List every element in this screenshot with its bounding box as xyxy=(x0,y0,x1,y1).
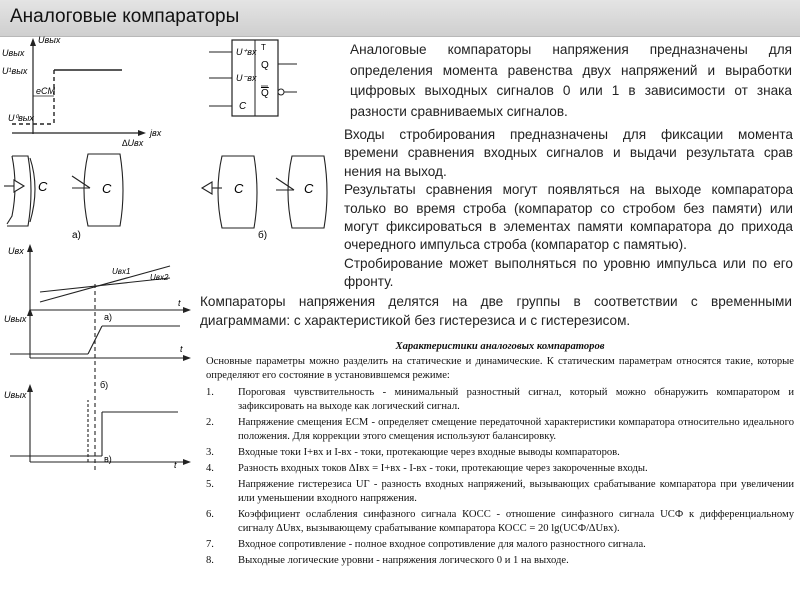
label-ecm: eCM xyxy=(36,86,56,96)
timing-b xyxy=(10,314,185,358)
timing-c-t: t xyxy=(174,460,177,470)
timing-c xyxy=(10,390,185,462)
label-uvyx-top: Uвых xyxy=(38,36,61,45)
parameters-list xyxy=(206,386,794,568)
timing-b-uvyx: Uвых xyxy=(4,314,27,324)
timing-c-uvyx: Uвых xyxy=(4,390,27,400)
memory-paragraph: Результаты сравнения могут появляться на выходе компаратора только во время строба (компаратор со стробом без памяти) или могут фиксироваться в элементах памяти компаратора до прихода очередного импульса строба (компаратор с памятью). xyxy=(344,182,793,253)
label-jvx: jвх xyxy=(150,128,162,138)
list-item: 7. Входное сопротивление - полное входное сопротивление для малого разностного сигнала. xyxy=(206,539,646,550)
transfer-characteristic-figure xyxy=(0,36,180,146)
timing-a-t: t xyxy=(178,298,181,308)
timing-a-label: а) xyxy=(104,312,113,322)
variant-a-label: а) xyxy=(72,230,81,241)
label-uvyx1-a: Uвых xyxy=(2,48,25,58)
timing-a xyxy=(30,250,185,470)
y-axis-arrow xyxy=(30,38,36,46)
label-uvyx0: U⁰вых xyxy=(8,113,34,123)
variant-b-c1: C xyxy=(234,181,244,196)
list-item: 8. Выходные логические уровни - напряжения логического 0 и 1 на выходе. xyxy=(206,555,569,566)
timing-c-label: в) xyxy=(104,454,112,464)
timing-b-t: t xyxy=(180,344,183,354)
edge-paragraph: Стробирование может выполняться по уровню импульса или по его фронту. xyxy=(344,255,793,290)
label-in-minus: U⁻вх xyxy=(236,73,257,83)
section-intro: Основные параметры можно разделить на статические и динамические. К статическим параметрам относятся такие, которые определяют его состояние в установившемся режиме: xyxy=(206,356,794,381)
section-title: Характеристики аналоговых компараторов xyxy=(395,341,605,352)
timing-a-uvx: Uвх xyxy=(8,246,24,256)
label-duvx: ∆Uвх xyxy=(122,138,144,146)
timing-b-label: б) xyxy=(100,380,109,390)
timing-diagrams-figure xyxy=(0,240,200,472)
list-item: 2. Напряжение смещения ЕСМ - определяет смещение передаточной характеристики компаратора относительно идеального положения. Для коррекции этого смещения используют балансировку. xyxy=(206,417,794,442)
strobe-variants-figure xyxy=(0,148,340,243)
label-uvyx1: U¹вых xyxy=(2,66,28,76)
variant-b-label: б) xyxy=(258,230,268,241)
timing-a-uvx2: Uвх2 xyxy=(150,273,169,282)
list-item: 6. Коэффициент ослабления синфазного сигнала КОСС - отношение синфазного сигнала UСФ к дифференциальному сигналу ∆Uвх, вызывающему срабатывание компаратора КОСС = 20 lg(UСФ/∆Uвх). xyxy=(206,509,794,534)
strobe-paragraph: Входы стробирования предназначены для фиксации момента времени сравнения входных сигналов и выдачи результата срав нения на выход. xyxy=(344,127,793,179)
label-strobe: C xyxy=(239,101,247,112)
page-title: Аналоговые компараторы xyxy=(10,6,240,27)
timing-a-uvx1: Uвх1 xyxy=(112,267,131,276)
x-axis-arrow xyxy=(138,130,146,136)
comparator-block-diagram xyxy=(205,36,315,124)
label-q: Q xyxy=(261,60,269,71)
list-item: 1. Пороговая чувствительность - минимальный разностный сигнал, который можно обнаружить компаратором и зафиксировать на выходе как логический сигнал. xyxy=(206,387,794,412)
strobe-text-block xyxy=(344,126,793,292)
intro-paragraph: Аналоговые компараторы напряжения предназначены для определения момента равенства двух напряжений и выработки цифровых выходных сигналов 0 или 1 в зависимости от знака разности сравниваемых сигналов. xyxy=(350,42,792,119)
label-in-plus: U⁺вх xyxy=(236,47,257,57)
inverted-output-bubble xyxy=(278,89,284,95)
label-qbar: Q xyxy=(261,88,269,99)
characteristics-section xyxy=(206,340,794,570)
list-item: 4. Разность входных токов ∆Iвх = I+вх - I-вх - токи, протекающие через закороченные входы. xyxy=(206,463,648,474)
list-item: 3. Входные токи I+вх и I-вх - токи, протекающие через входные выводы компараторов. xyxy=(206,447,620,458)
list-item: 5. Напряжение гистерезиса UГ - разность входных напряжений, вызывающих срабатывание компаратора при увеличении или уменьшении входного напряжения. xyxy=(206,479,794,504)
groups-paragraph: Компараторы напряжения делятся на две группы в соответствии с временными диаграммами: с характеристикой без гистерезиса и с гистерезисом. xyxy=(200,294,792,328)
label-ff: T xyxy=(261,43,266,52)
title-bar xyxy=(0,0,800,37)
variant-a-c1: C xyxy=(38,179,48,194)
variant-a-c2: C xyxy=(102,181,112,196)
variant-b-c2: C xyxy=(304,181,314,196)
